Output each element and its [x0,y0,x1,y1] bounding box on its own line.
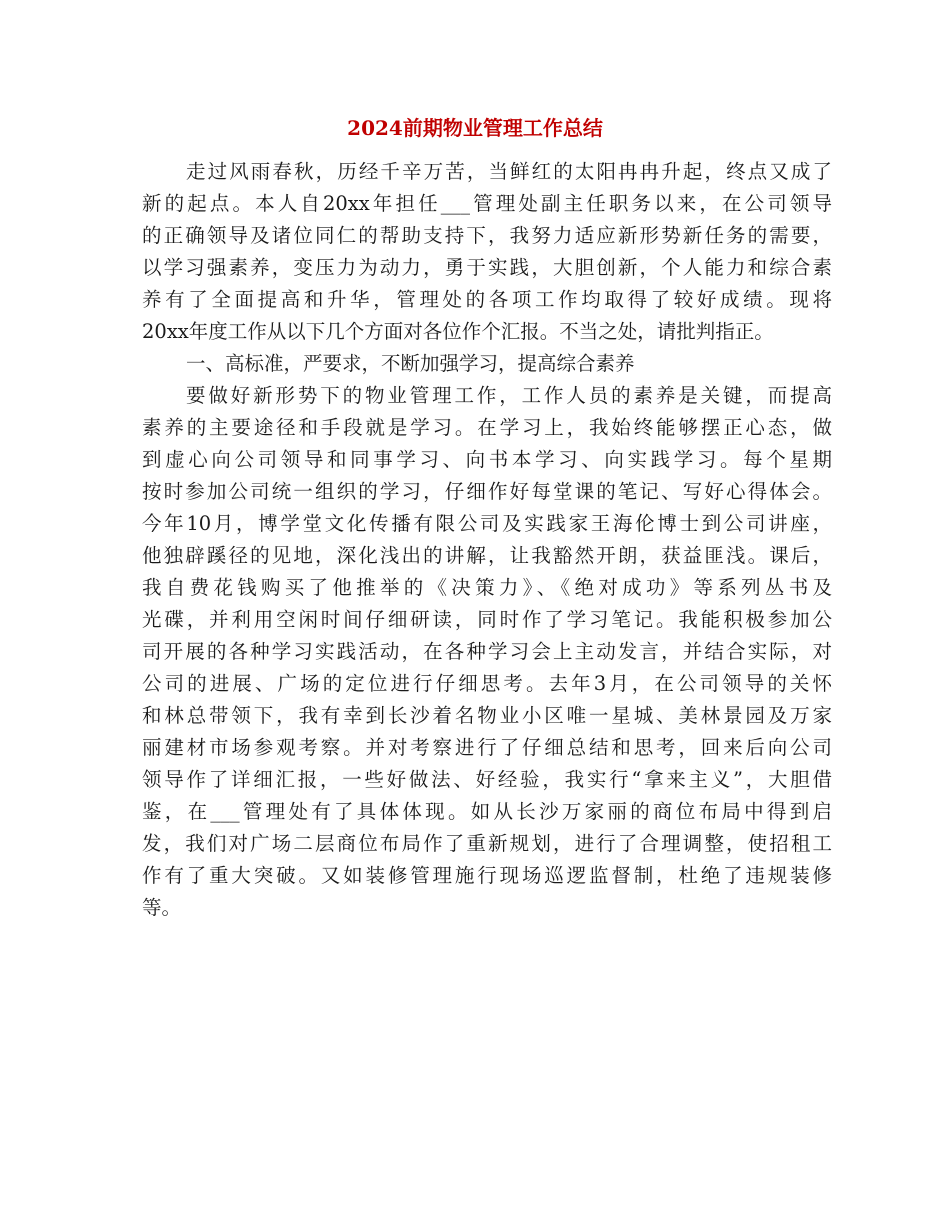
document-title: 2024前期物业管理工作总结 [347,116,603,140]
paragraph-line: 的正确领导及诸位同仁的帮助支持下，我努力适应新形势新任务的需要， [142,224,832,247]
paragraph-line: 司开展的各种学习实践活动，在各种学习会上主动发言，并结合实际，对 [142,640,832,663]
paragraph-line: 到虚心向公司领导和同事学习、向书本学习、向实践学习。每个星期 [142,448,832,471]
document-body [142,156,832,924]
paragraph-line: 要做好新形势下的物业管理工作，工作人员的素养是关键，而提高 [186,384,832,407]
paragraph-line: 按时参加公司统一组织的学习，仔细作好每堂课的笔记、写好心得体会。 [142,480,832,503]
paragraph-line: 今年10月，博学堂文化传播有限公司及实践家王海伦博士到公司讲座， [142,512,832,535]
paragraph-line: 他独辟蹊径的见地，深化浅出的讲解，让我豁然开朗，获益匪浅。课后， [142,544,832,567]
paragraph-line: 以学习强素养，变压力为动力，勇于实践，大胆创新，个人能力和综合素 [142,256,832,279]
paragraph-line: 领导作了详细汇报，一些好做法、好经验，我实行“拿来主义”，大胆借 [142,768,832,791]
paragraph-line: 新的起点。本人自20xx年担任___管理处副主任职务以来，在公司领导 [142,192,832,215]
paragraph-line: 公司的进展、广场的定位进行仔细思考。去年3月，在公司领导的关怀 [142,672,832,695]
paragraph-line: 作有了重大突破。又如装修管理施行现场巡逻监督制，杜绝了违规装修 [142,864,832,887]
paragraph-line: 素养的主要途径和手段就是学习。在学习上，我始终能够摆正心态，做 [142,416,832,439]
paragraph-line: 和林总带领下，我有幸到长沙着名物业小区唯一星城、美林景园及万家 [142,704,832,727]
paragraph-line: 等。 [142,896,182,919]
paragraph-line: 走过风雨春秋，历经千辛万苦，当鲜红的太阳冉冉升起，终点又成了 [186,160,832,183]
section-heading: 一、高标准，严要求，不断加强学习，提高综合素养 [186,352,635,375]
paragraph-line: 20xx年度工作从以下几个方面对各位作个汇报。不当之处，请批判指正。 [142,320,774,343]
paragraph-line: 我自费花钱购买了他推举的《决策力》、《绝对成功》等系列丛书及 [142,576,832,599]
paragraph-line: 光碟，并利用空闲时间仔细研读，同时作了学习笔记。我能积极参加公 [142,608,832,631]
paragraph-line: 丽建材市场参观考察。并对考察进行了仔细总结和思考，回来后向公司 [142,736,832,759]
paragraph-line: 鉴，在___管理处有了具体体现。如从长沙万家丽的商位布局中得到启 [142,800,832,823]
paragraph-line: 养有了全面提高和升华，管理处的各项工作均取得了较好成绩。现将 [142,288,832,311]
paragraph-line: 发，我们对广场二层商位布局作了重新规划，进行了合理调整，使招租工 [142,832,832,855]
